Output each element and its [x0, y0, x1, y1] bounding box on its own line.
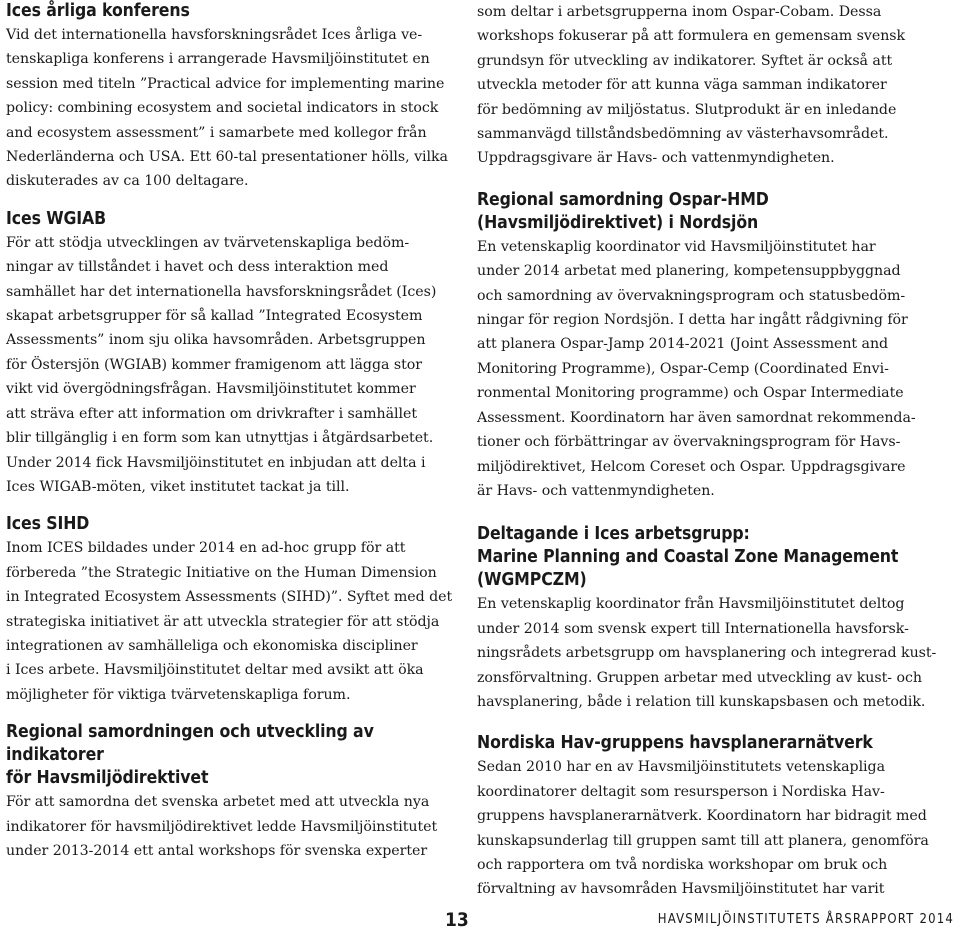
text-line: grundsyn för utveckling av indikatorer. Syftet är också att — [477, 52, 893, 69]
section-continuation — [477, 0, 955, 171]
text-line: är Havs- och vattenmyndigheten. — [477, 482, 715, 499]
section-ices-sihd — [6, 513, 454, 707]
heading-line: för Havsmiljödirektivet — [6, 768, 209, 789]
section-paragraph — [477, 235, 955, 503]
text-line: En vetenskaplig koordinator från Havsmiljöinstitutet deltog — [477, 596, 905, 613]
section-heading: Ices WGIAB — [6, 208, 107, 229]
text-line: förvaltning av havsområden Havsmiljöinstitutet har varit — [477, 881, 885, 898]
section-heading — [477, 523, 955, 592]
section-heading: Nordiska Hav-gruppens havsplanerarnätverk — [477, 733, 873, 754]
text-line: koordinatorer deltagit som resursperson i Nordiska Hav- — [477, 783, 885, 800]
section-paragraph — [477, 755, 955, 901]
text-line: En vetenskaplig koordinator vid Havsmiljöinstitutet har — [477, 238, 876, 255]
section-ospar-hmd — [477, 189, 955, 503]
text-line: För att samordna det svenska arbetet med att utveckla nya — [6, 794, 430, 811]
text-line: Monitoring Programme), Ospar-Cemp (Coordinated Envi- — [477, 360, 889, 377]
report-title: HAVSMILJÖINSTITUTETS ÅRSRAPPORT 2014 — [657, 912, 954, 927]
text-line: skapat arbetsgrupper för så kallad ”Integrated Ecosystem — [6, 308, 423, 325]
text-line: ningsrådets arbetsgrupp om havsplanering och integrerad kust- — [477, 645, 937, 662]
section-heading: Regional samordning Ospar-HMD (Havsmiljödirektivet) i Nordsjön — [477, 189, 769, 233]
text-line: tioner och förbättringar av övervakningsprogram för Havs- — [477, 434, 901, 451]
text-line: ronmental Monitoring programme) och Ospar Intermediate — [477, 385, 904, 402]
text-line: utveckla metoder för att kunna väga samman indikatorer — [477, 77, 887, 94]
text-line: förbereda ”the Strategic Initiative on the Human Dimension — [6, 564, 437, 581]
text-line: För att stödja utvecklingen av tvärvetenskapliga bedöm- — [6, 234, 410, 251]
section-regional-coordination — [6, 721, 454, 863]
text-line: session med titeln ”Practical advice for implementing marine — [6, 75, 445, 92]
text-line: ningar för region Nordsjön. I detta har ingått rådgivning för — [477, 312, 908, 329]
section-ices-wgiab — [6, 208, 454, 499]
text-line: sammanvägd tillståndsbedömning av västerhavsområdet. — [477, 126, 889, 143]
text-line: samhället har det internationella havsforskningsrådet (Ices) — [6, 283, 437, 300]
text-line: workshops fokuserar på att formulera en gemensam svensk — [477, 28, 906, 45]
text-line: Nederländerna och USA. Ett 60-tal presentationer hölls, vilka — [6, 149, 448, 166]
text-line: och rapportera om två nordiska workshopar om bruk och — [477, 856, 888, 873]
heading-line: Regional samordningen och utveckling av indikatorer — [6, 722, 374, 766]
text-line: under 2014 som svensk expert till Internationella havsforsk- — [477, 620, 909, 637]
text-line: diskuterades av ca 100 deltagare. — [6, 173, 249, 190]
text-line: miljödirektivet, Helcom Coreset och Ospar. Uppdragsgivare — [477, 458, 906, 475]
heading-line: Marine Planning and Coastal Zone Management (WGMPCZM) — [477, 547, 899, 591]
section-heading: Ices årliga konferens — [6, 1, 190, 21]
text-line: integrationen av samhälleliga och ekonomiska discipliner — [6, 637, 418, 654]
right-column — [477, 0, 955, 902]
text-line: att planera Ospar-Jamp 2014-2021 (Joint Assessment and — [477, 336, 889, 353]
text-line: möjligheter för viktiga tvärvetenskapliga forum. — [6, 686, 351, 703]
text-line: Inom ICES bildades under 2014 en ad-hoc grupp för att — [6, 540, 406, 557]
section-paragraph — [6, 790, 454, 863]
section-paragraph — [6, 231, 454, 499]
section-ices-conference — [6, 0, 454, 194]
text-line: under 2014 arbetat med planering, kompetensuppbyggnad — [477, 263, 901, 280]
text-line: strategiska initiativet är att utveckla strategier för att stödja — [6, 613, 440, 630]
section-heading: Ices SIHD — [6, 514, 90, 535]
text-line: kunskapsunderlag till gruppen samt till att planera, genomföra — [477, 832, 929, 849]
text-line: blir tillgänglig i en form som kan utnyttjas i åtgärdsarbetet. — [6, 430, 434, 447]
text-line: Under 2014 fick Havsmiljöinstitutet en inbjudan att delta i — [6, 454, 426, 471]
heading-line: Deltagande i Ices arbetsgrupp: — [477, 524, 750, 545]
text-line: vikt vid övergödningsfrågan. Havsmiljöinstitutet kommer — [6, 381, 416, 398]
text-line: policy: combining ecosystem and societal indicators in stock — [6, 100, 439, 117]
section-paragraph — [6, 23, 454, 194]
section-nordic-network — [477, 732, 955, 901]
text-line: för Östersjön (WGIAB) kommer framigenom att lägga stor — [6, 356, 422, 373]
text-line: Ices WIGAB-möten, viket institutet tackat ja till. — [6, 478, 350, 495]
text-line: i Ices arbete. Havsmiljöinstitutet deltar med avsikt att öka — [6, 662, 424, 679]
text-line: and ecosystem assessment” i samarbete med kollegor från — [6, 124, 427, 141]
text-line: Assessment. Koordinatorn har även samordnat rekommenda- — [477, 409, 916, 426]
text-line: gruppens havsplanerarnätverk. Koordinatorn har bidragit med — [477, 808, 927, 825]
text-line: Uppdragsgivare är Havs- och vattenmyndigheten. — [477, 150, 835, 167]
text-line: havsplanering, både i relation till kunskapsbasen och metodik. — [477, 693, 926, 710]
section-heading — [6, 721, 454, 790]
text-line: och samordning av övervakningsprogram och statusbedöm- — [477, 287, 906, 304]
section-paragraph — [477, 0, 955, 171]
text-line: indikatorer för havsmiljödirektivet ledde Havsmiljöinstitutet — [6, 818, 438, 835]
text-line: in Integrated Ecosystem Assessments (SIHD)”. Syftet med det — [6, 589, 453, 606]
text-line: tenskapliga konferens i arrangerade Havsmiljöinstitutet en — [6, 51, 430, 68]
text-line: Sedan 2010 har en av Havsmiljöinstitutets vetenskapliga — [477, 759, 885, 776]
page-number: 13 — [445, 909, 469, 931]
text-line: för bedömning av miljöstatus. Slutprodukt är en inledande — [477, 101, 897, 118]
text-line: ningar av tillståndet i havet och dess interaktion med — [6, 259, 389, 276]
text-line: under 2013-2014 ett antal workshops för svenska experter — [6, 842, 428, 859]
text-line: zonsförvaltning. Gruppen arbetar med utveckling av kust- och — [477, 669, 922, 686]
section-paragraph — [477, 592, 955, 714]
section-paragraph — [6, 536, 454, 707]
left-column — [6, 0, 454, 863]
section-wgmpczm — [477, 523, 955, 714]
text-line: Vid det internationella havsforskningsrådet Ices årliga ve- — [6, 27, 423, 43]
text-line: Assessments” inom sju olika havsområden. Arbetsgruppen — [6, 332, 426, 349]
text-line: som deltar i arbetsgrupperna inom Ospar-Cobam. Dessa — [477, 4, 882, 20]
text-line: att sträva efter att information om drivkrafter i samhället — [6, 405, 418, 422]
